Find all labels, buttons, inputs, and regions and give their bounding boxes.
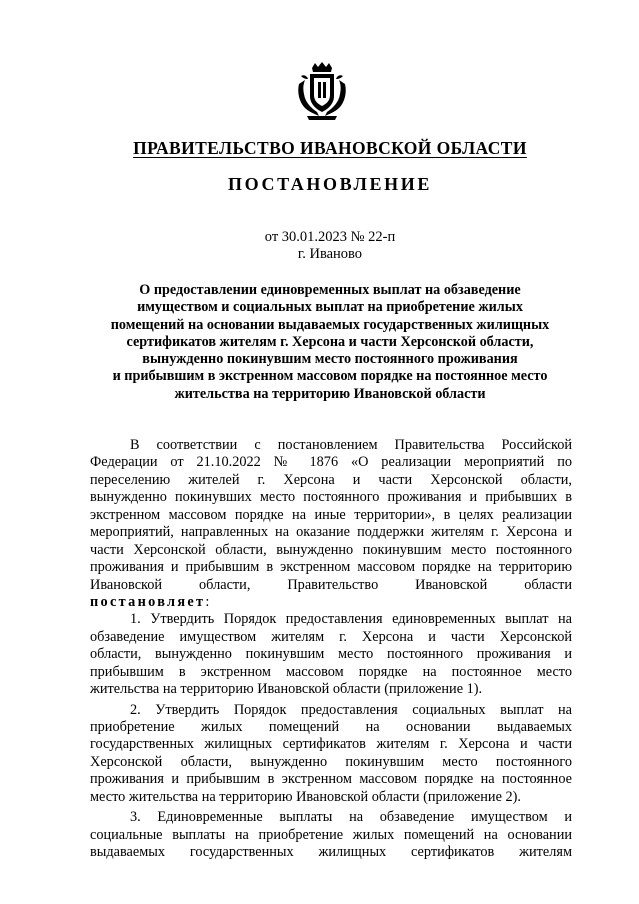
text-line: переселению жителей г. Херсона и части Херсонской области, (90, 471, 572, 488)
heading-line: сертификатов жителям г. Херсона и части Херсонской области, (126, 333, 534, 350)
text-line: Херсонской области, вынужденно покинувшим место постоянного (90, 753, 572, 770)
text-line: Федерации от 21.10.2022 № 1876 «О реализации мероприятий по (90, 454, 572, 471)
text-line: проживания и прибывшим в экстренном массовом порядке на территорию (90, 559, 572, 576)
text-line: государственных жилищных сертификатов жителям г. Херсона и части (90, 736, 572, 753)
heading-line: О предоставлении единовременных выплат на обзаведение (139, 282, 521, 298)
text-line: место жительства на территорию Ивановской области (приложение 2). (90, 788, 521, 805)
decree-word: постановляет (90, 593, 206, 610)
date-number: от 30.01.2023 № 22-п (264, 229, 396, 245)
text-line: В соответствии с постановлением Правительства Российской (130, 437, 572, 453)
decree-body (90, 437, 572, 862)
heading-line: жительства на территорию Ивановской области (174, 385, 486, 402)
decree-word-line (90, 594, 572, 611)
text-line: проживания и прибывшим в экстренном массовом порядке на постоянное (90, 771, 572, 788)
decree-colon: : (205, 593, 210, 610)
text-line: области, вынужденно покинувшим место постоянного проживания и (90, 646, 572, 663)
coat-of-arms-icon (295, 62, 349, 122)
heading-line: помещений на основании выдаваемых государственных жилищных (110, 316, 550, 333)
text-line: прибывшим в экстренном массовом порядке на постоянное место (90, 663, 572, 680)
city: г. Иваново (297, 246, 363, 262)
text-line: 3. Единовременные выплаты на обзаведение имуществом и (130, 809, 572, 826)
text-line: вынужденно покинувших место постоянного проживания и прибывших в (90, 489, 572, 506)
text-line: мероприятий, направленных на оказание поддержки жителям г. Херсона и (90, 524, 572, 541)
text-line: экстренном массовом порядке на иные территории», в целях реализации (90, 506, 572, 523)
item-2-paragraph (90, 702, 572, 807)
item-1-paragraph (90, 611, 572, 698)
document-type: ПОСТАНОВЛЕНИЕ (228, 174, 432, 194)
text-line: 2. Утвердить Порядок предоставления социальных выплат на (130, 701, 572, 718)
government-title: ПРАВИТЕЛЬСТВО ИВАНОВСКОЙ ОБЛАСТИ (133, 138, 527, 158)
heading-line: и прибывшим в экстренном массовом порядке на постоянное место (112, 368, 548, 385)
text-line: социальные выплаты на приобретение жилых помещений на основании (90, 826, 572, 843)
text-line: жительства на территорию Ивановской области (приложение 1). (90, 681, 483, 698)
heading-line: вынужденно покинувшим место постоянного проживания (142, 351, 518, 368)
text-line: части Херсонской области, вынужденно покинувшим место постоянного (90, 541, 572, 558)
text-line: обзаведение имуществом жителям г. Херсона и части Херсонской (90, 628, 572, 645)
text-line: выдаваемых государственных жилищных сертификатов жителям (90, 844, 572, 861)
text-line: 1. Утвердить Порядок предоставления единовременных выплат на (130, 611, 572, 628)
text-line: приобретение жилых помещений на основании выдаваемых (90, 719, 572, 735)
item-3-paragraph (90, 809, 572, 861)
decree-heading (80, 282, 580, 403)
preamble-paragraph (90, 437, 572, 611)
text-line: Ивановской области, Правительство Ивановской области (90, 576, 572, 593)
heading-line: имуществом и социальных выплат на приобретение жилых (137, 299, 523, 316)
